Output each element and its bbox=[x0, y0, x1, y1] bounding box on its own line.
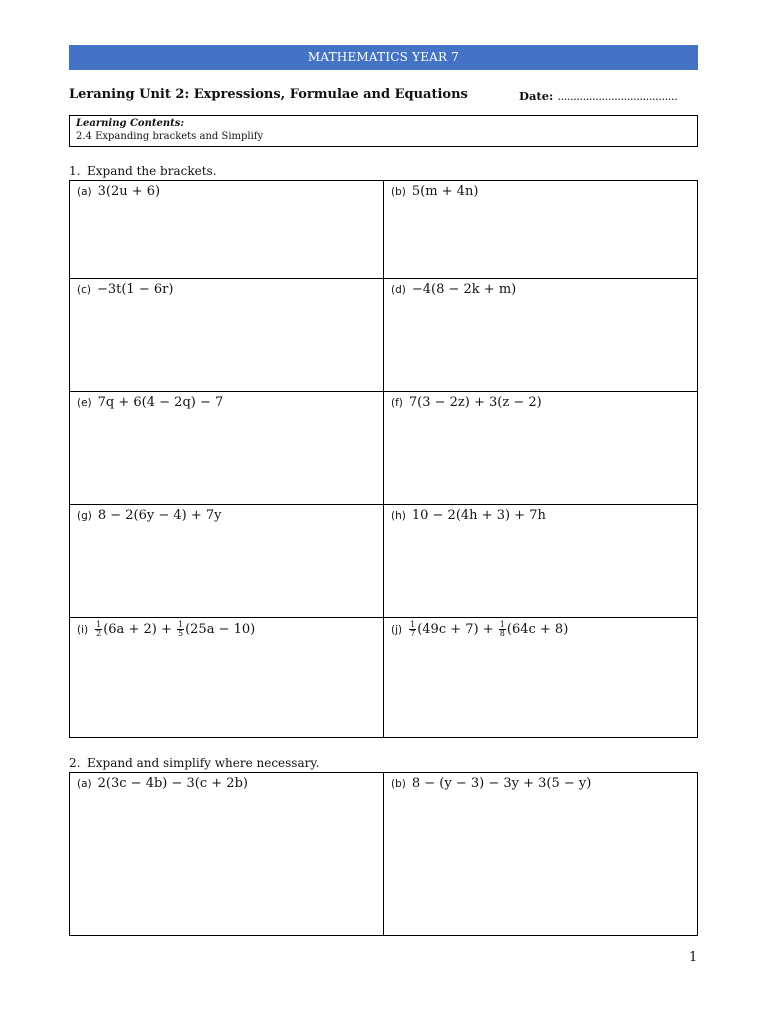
table-row bbox=[70, 505, 698, 618]
item-label: (j) bbox=[391, 624, 403, 636]
expression: −3t(1 − 6r) bbox=[96, 282, 174, 297]
question-2-text: Expand and simplify where necessary. bbox=[87, 756, 320, 770]
question-2-number: 2. bbox=[69, 756, 81, 770]
item-label: (f) bbox=[391, 397, 403, 409]
learning-contents-heading: Learning Contents: bbox=[76, 118, 185, 129]
expression: 7q + 6(4 − 2q) − 7 bbox=[97, 395, 224, 410]
fraction-denominator: 2 bbox=[96, 629, 102, 638]
expression: −4(8 − 2k + m) bbox=[411, 282, 517, 297]
question-1-number: 1. bbox=[69, 164, 81, 178]
answer-cell-1b[interactable] bbox=[384, 181, 698, 279]
date-field bbox=[519, 89, 677, 103]
table-row bbox=[70, 773, 698, 936]
table-row bbox=[70, 392, 698, 505]
answer-cell-1j[interactable] bbox=[384, 618, 698, 738]
question-1-text: Expand the brackets. bbox=[87, 164, 217, 178]
question-2-prompt bbox=[69, 756, 319, 770]
answer-cell-2a[interactable] bbox=[70, 773, 384, 936]
expression bbox=[408, 622, 568, 637]
expression: 2(3c − 4b) − 3(c + 2b) bbox=[97, 776, 248, 791]
expression-part: (64c + 8) bbox=[506, 622, 569, 637]
table-row bbox=[70, 181, 698, 279]
learning-contents-box bbox=[69, 115, 698, 147]
item-label: (d) bbox=[391, 284, 406, 296]
page-number: 1 bbox=[689, 950, 698, 965]
answer-cell-1a[interactable] bbox=[70, 181, 384, 279]
fraction-denominator: 7 bbox=[410, 629, 416, 638]
fraction bbox=[95, 621, 102, 638]
fraction-denominator: 5 bbox=[177, 629, 184, 638]
answer-cell-1f[interactable] bbox=[384, 392, 698, 505]
fraction bbox=[409, 621, 416, 638]
answer-cell-1d[interactable] bbox=[384, 279, 698, 392]
table-row bbox=[70, 279, 698, 392]
item-label: (e) bbox=[77, 397, 92, 409]
answer-cell-1e[interactable] bbox=[70, 392, 384, 505]
item-label: (g) bbox=[77, 510, 92, 522]
expression: 5(m + 4n) bbox=[411, 184, 479, 199]
item-label: (c) bbox=[77, 284, 91, 296]
expression: 8 − 2(6y − 4) + 7y bbox=[97, 508, 222, 523]
item-label: (b) bbox=[391, 186, 406, 198]
answer-cell-1g[interactable] bbox=[70, 505, 384, 618]
expression: 7(3 − 2z) + 3(z − 2) bbox=[408, 395, 542, 410]
fraction bbox=[499, 621, 506, 638]
question-2-grid bbox=[69, 772, 698, 936]
answer-cell-2b[interactable] bbox=[384, 773, 698, 936]
answer-cell-1c[interactable] bbox=[70, 279, 384, 392]
answer-cell-1i[interactable] bbox=[70, 618, 384, 738]
question-1-prompt bbox=[69, 164, 217, 178]
learning-contents-item: 2.4 Expanding brackets and Simplify bbox=[76, 131, 264, 142]
expression: 3(2u + 6) bbox=[97, 184, 161, 199]
expression-part: (25a − 10) bbox=[185, 622, 256, 637]
expression: 10 − 2(4h + 3) + 7h bbox=[411, 508, 546, 523]
fraction-numerator: 1 bbox=[410, 620, 416, 629]
item-label: (a) bbox=[77, 186, 92, 198]
unit-title: Leraning Unit 2: Expressions, Formulae and Equations bbox=[69, 87, 468, 102]
item-label: (b) bbox=[391, 778, 406, 790]
table-row bbox=[70, 618, 698, 738]
fraction-numerator: 1 bbox=[96, 620, 102, 629]
date-blank-line: ...................................... bbox=[557, 89, 678, 103]
expression-part: (6a + 2) + bbox=[103, 622, 176, 637]
fraction bbox=[177, 621, 184, 638]
fraction-denominator: 8 bbox=[499, 629, 505, 638]
date-label: Date: bbox=[519, 89, 554, 103]
item-label: (h) bbox=[391, 510, 406, 522]
fraction-numerator: 1 bbox=[177, 620, 184, 629]
expression: 8 − (y − 3) − 3y + 3(5 − y) bbox=[411, 776, 592, 791]
subject-banner: MATHEMATICS YEAR 7 bbox=[69, 45, 698, 70]
item-label: (a) bbox=[77, 778, 92, 790]
item-label: (i) bbox=[77, 624, 89, 636]
fraction-numerator: 1 bbox=[499, 620, 505, 629]
question-1-grid bbox=[69, 180, 698, 738]
expression bbox=[94, 622, 255, 637]
answer-cell-1h[interactable] bbox=[384, 505, 698, 618]
expression-part: (49c + 7) + bbox=[417, 622, 498, 637]
